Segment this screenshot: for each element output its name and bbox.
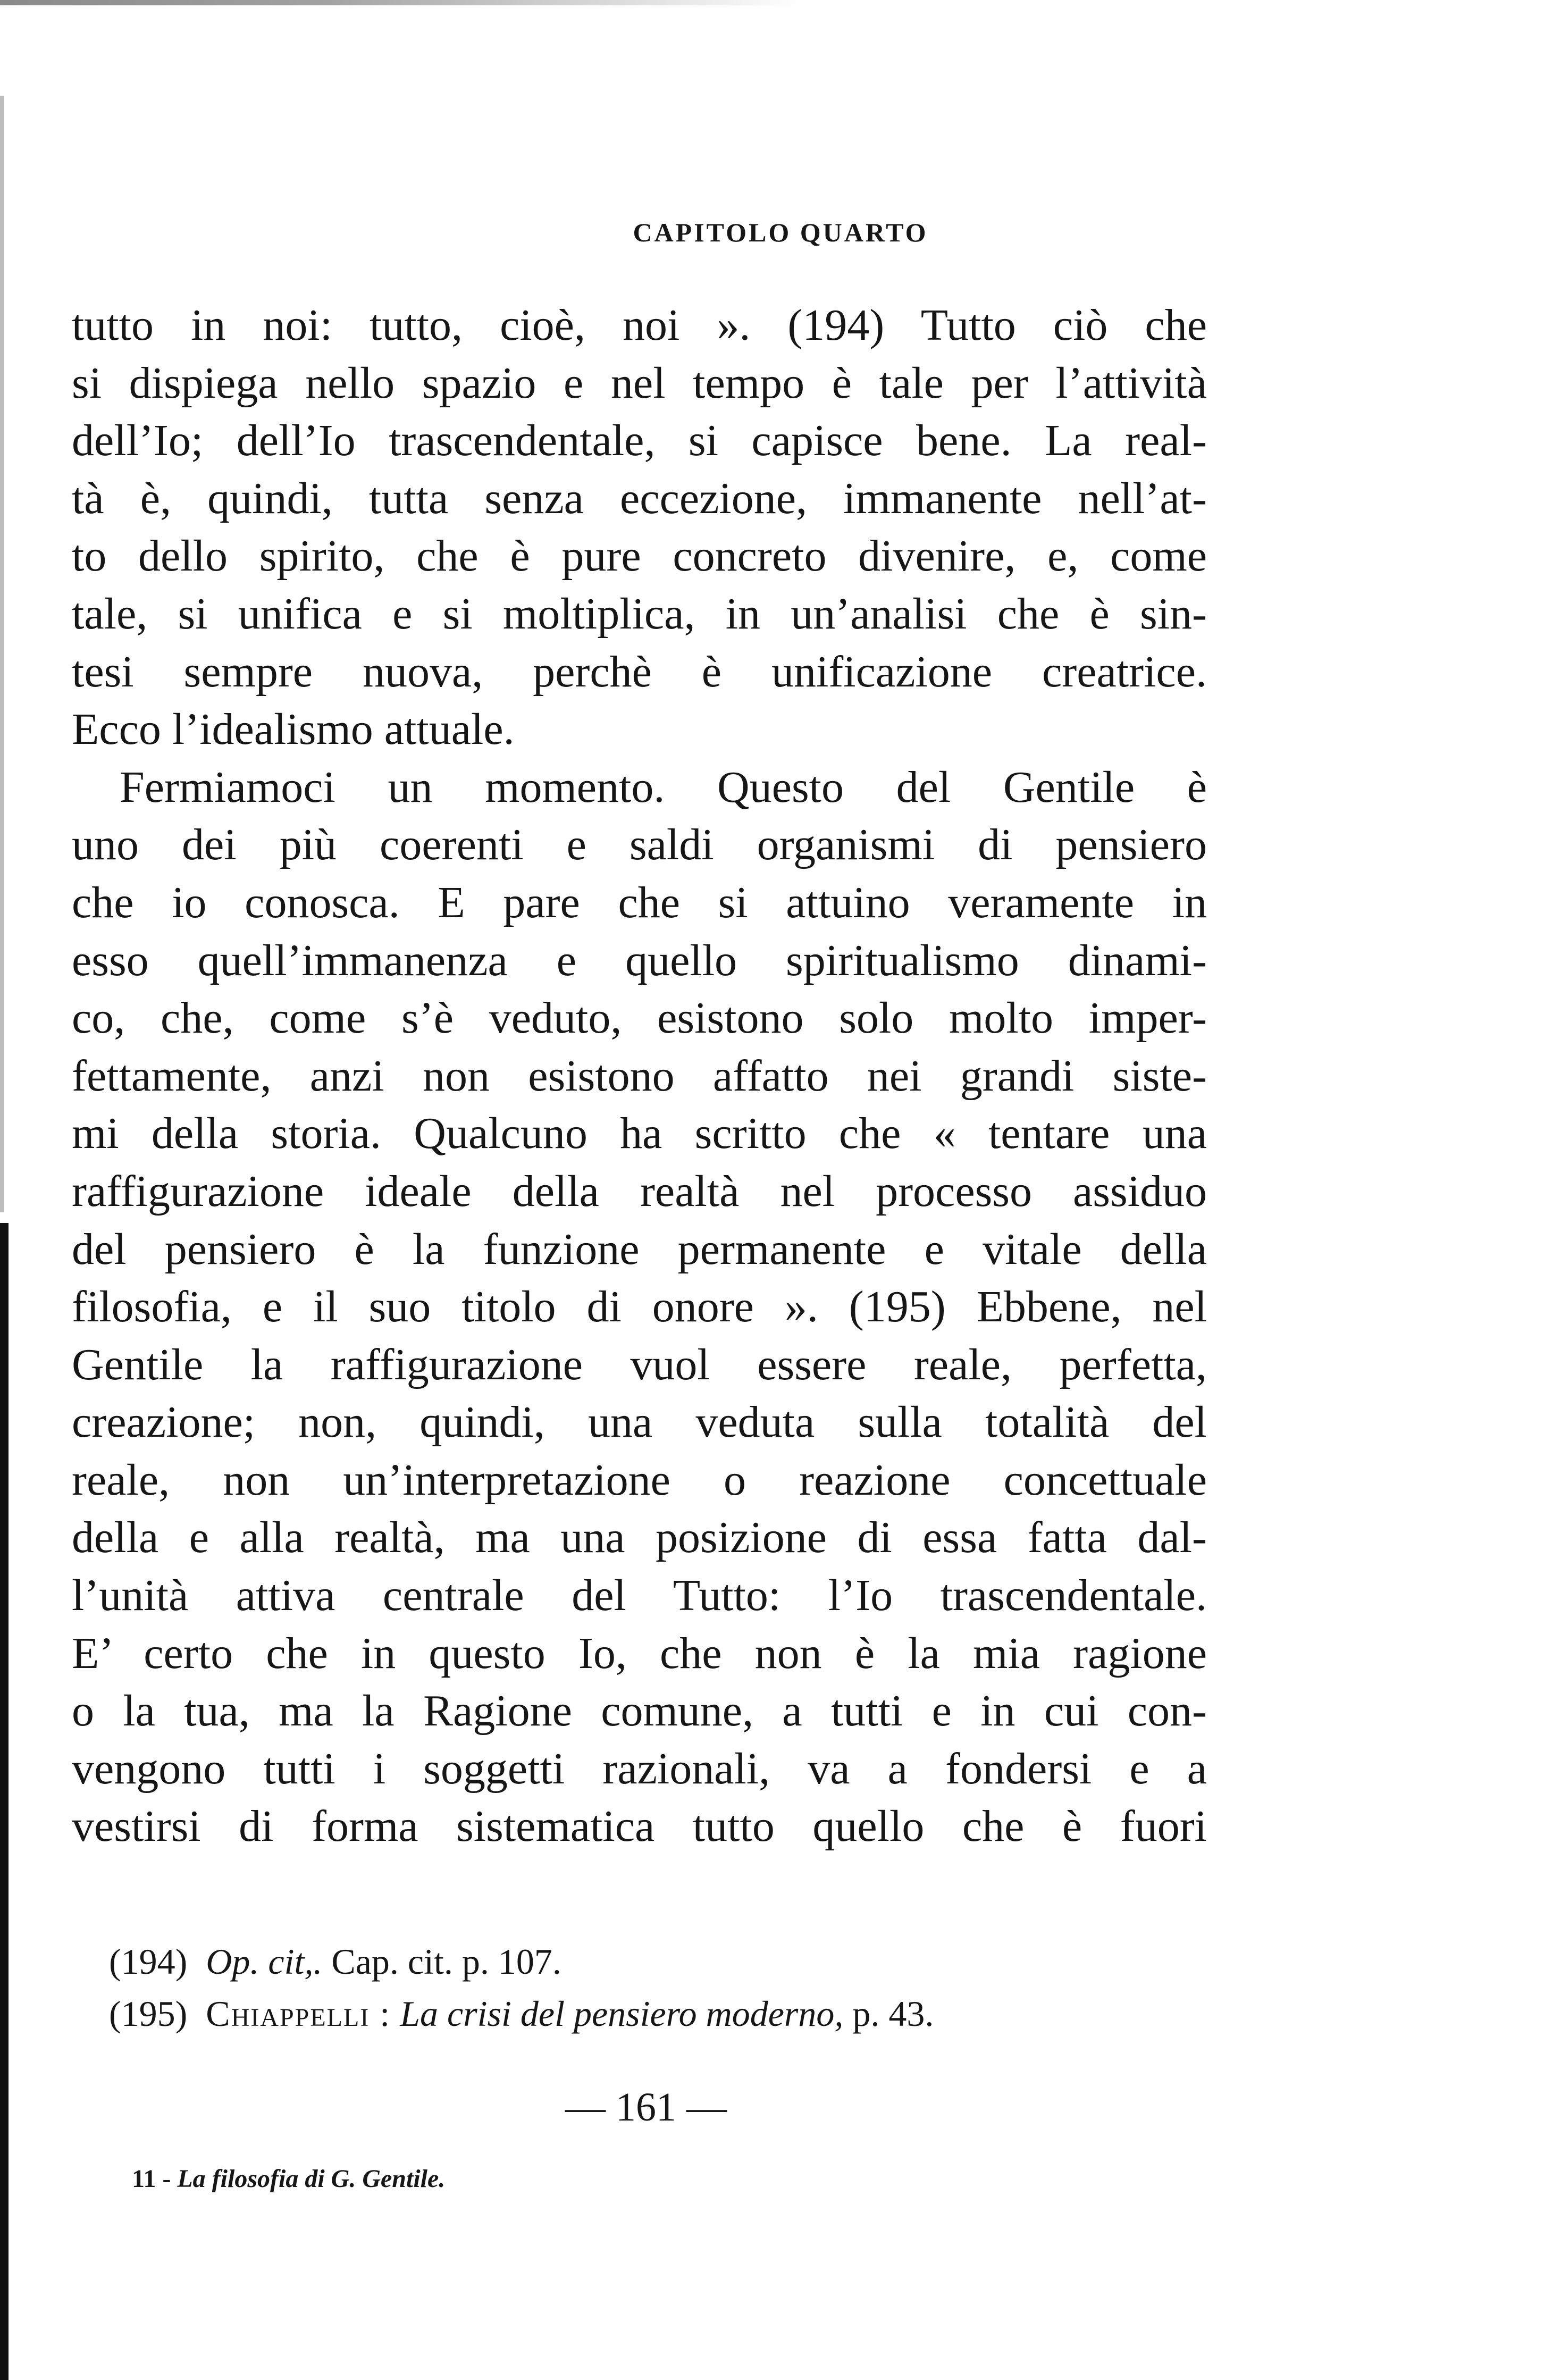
text-line: della e alla realtà, ma una posizione di essa fatta dal- — [72, 1513, 1207, 1563]
footnote-title: La crisi del pensiero moderno, — [400, 1993, 844, 2034]
text-line: o la tua, ma la Ragione comune, a tutti e in cui con- — [72, 1686, 1207, 1736]
text-line: to dello spirito, che è pure concreto divenire, e, come — [72, 531, 1207, 581]
text-line: E’ certo che in questo Io, che non è la mia ragione — [72, 1628, 1207, 1678]
signature-title: La filosofia di G. Gentile. — [177, 2165, 446, 2193]
scan-left-shadow — [0, 96, 4, 1212]
text-line: Ecco l’idealismo attuale. — [72, 705, 515, 755]
body-text — [72, 297, 1207, 1856]
text-line: mi della storia. Qualcuno ha scritto che « tentare una — [72, 1109, 1207, 1159]
text-line: filosofia, e il suo titolo di onore ». (195) Ebbene, nel — [72, 1282, 1207, 1332]
text-line: tale, si unifica e si moltiplica, in un’analisi che è sin- — [72, 589, 1207, 639]
footnote-number: (195) — [109, 1993, 188, 2034]
text-line: dell’Io; dell’Io trascendentale, si capisce bene. La real- — [72, 416, 1207, 466]
text-line: co, che, come s’è veduto, esistono solo molto imper- — [72, 993, 1207, 1043]
printer-signature — [132, 2164, 445, 2193]
page-number: — 161 — — [565, 2085, 727, 2130]
footnote-195 — [109, 1988, 1226, 2040]
text-line: esso quell’immanenza e quello spiritualismo dinami- — [72, 935, 1207, 985]
footnote-194 — [109, 1935, 1226, 1988]
text-line: l’unità attiva centrale del Tutto: l’Io trascendentale. — [72, 1571, 1207, 1621]
signature-number: 11 - — [132, 2165, 171, 2193]
text-line: che io conosca. E pare che si attuino veramente in — [72, 877, 1207, 927]
footnote-reference: p. 43. — [852, 1993, 934, 2034]
text-line: tà è, quindi, tutta senza eccezione, immanente nell’at- — [72, 473, 1207, 523]
text-line: reale, non un’interpretazione o reazione concettuale — [72, 1455, 1207, 1505]
footnotes — [109, 1935, 1226, 2040]
text-line: tesi sempre nuova, perchè è unificazione creatrice. — [72, 647, 1207, 697]
text-line: Fermiamoci un momento. Questo del Gentile è — [120, 762, 1207, 812]
text-line: vestirsi di forma sistematica tutto quello che è fuori — [72, 1801, 1207, 1851]
footnote-title: Op. cit,. — [206, 1941, 323, 1982]
text-line: uno dei più coerenti e saldi organismi di pensiero — [72, 820, 1207, 870]
footnote-reference: Cap. cit. p. 107. — [331, 1941, 561, 1982]
text-line: vengono tutti i soggetti razionali, va a fondersi e a — [72, 1744, 1207, 1794]
text-line: del pensiero è la funzione permanente e vitale della — [72, 1224, 1207, 1274]
footnote-number: (194) — [109, 1941, 188, 1982]
running-head: CAPITOLO QUARTO — [633, 217, 928, 247]
scan-top-edge — [0, 0, 798, 5]
text-line: Gentile la raffigurazione vuol essere reale, perfetta, — [72, 1339, 1207, 1389]
text-line: tutto in noi: tutto, cioè, noi ». (194) Tutto ciò che — [72, 300, 1207, 350]
text-line: raffigurazione ideale della realtà nel processo assiduo — [72, 1166, 1207, 1216]
scan-left-edge — [0, 1223, 9, 2380]
footnote-author: Chiappelli : — [206, 1993, 391, 2034]
text-line: creazione; non, quindi, una veduta sulla totalità del — [72, 1397, 1207, 1447]
text-line: si dispiega nello spazio e nel tempo è tale per l’attività — [72, 358, 1207, 408]
text-line: fettamente, anzi non esistono affatto nei grandi siste- — [72, 1051, 1207, 1101]
